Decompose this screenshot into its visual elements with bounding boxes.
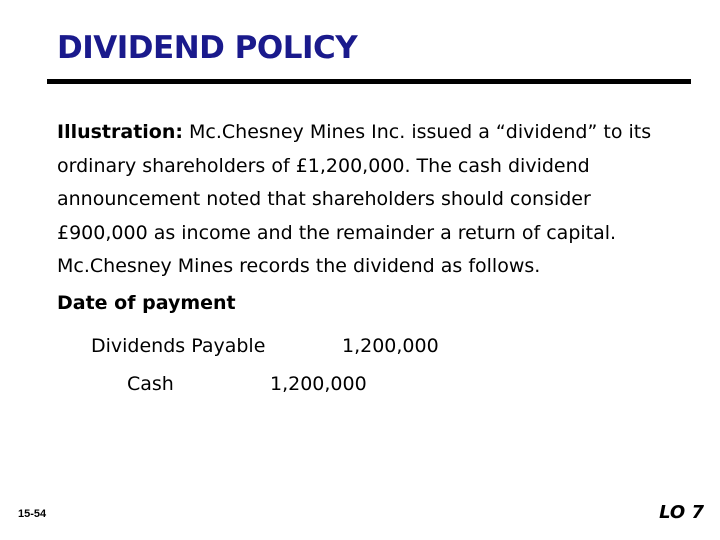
page-number: 15-54	[18, 508, 47, 520]
illustration-text: Mc.Chesney Mines Inc. issued a “dividend” to its ordinary shareholders of £1,200,000. The cash dividend announcement noted that shareholders should consider £900,000 as income and the remainder a return of capital. Mc.Chesney Mines records the dividend as follows.	[57, 121, 652, 277]
date-of-payment-heading: Date of payment	[57, 292, 236, 314]
debit-amount: 1,200,000	[342, 335, 439, 357]
illustration-label: Illustration:	[57, 121, 183, 143]
learning-objective: LO 7	[659, 502, 704, 523]
debit-account: Dividends Payable	[91, 335, 266, 357]
credit-account: Cash	[127, 373, 174, 395]
credit-amount: 1,200,000	[270, 373, 367, 395]
title-divider	[47, 79, 691, 84]
illustration-paragraph	[57, 116, 677, 284]
slide-title: DIVIDEND POLICY	[57, 30, 358, 66]
